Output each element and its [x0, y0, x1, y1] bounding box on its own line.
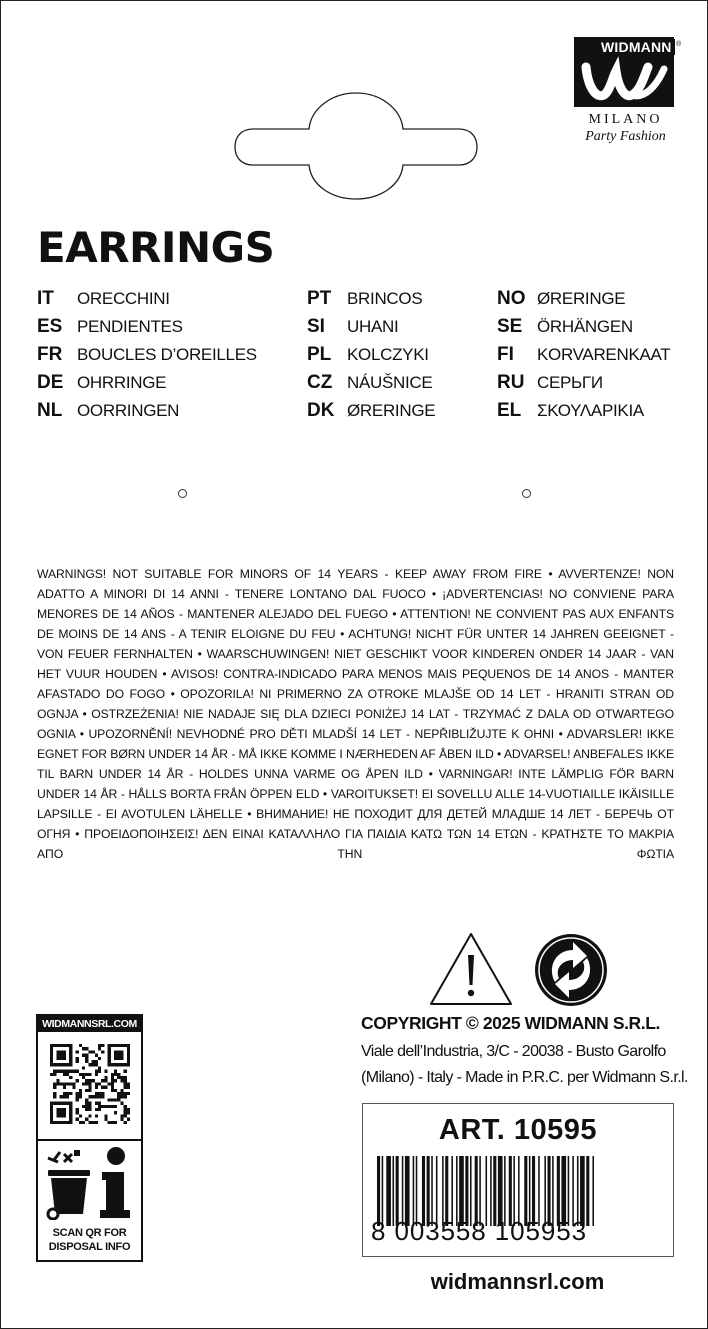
language-code: NO: [497, 288, 526, 309]
translation-word: PENDIENTES: [77, 317, 183, 336]
language-code: PT: [307, 288, 332, 309]
translation-row: [37, 400, 257, 428]
translation-row: [497, 316, 670, 344]
language-code: FI: [497, 344, 514, 365]
translation-row: [37, 344, 257, 372]
widmann-logo: [574, 37, 684, 147]
translation-word: ØRERINGE: [537, 289, 626, 308]
translations-column-2: [307, 288, 435, 428]
translation-word: ØRERINGE: [347, 401, 436, 420]
translation-word: ΣΚΟΥΛΑΡΙΚΙΑ: [537, 401, 644, 420]
language-code: PL: [307, 344, 332, 365]
website-text: widmannsrl.com: [430, 1269, 605, 1294]
mount-hole-right: [522, 489, 531, 498]
recycle-green-dot-icon: [533, 932, 609, 1008]
disposal-info-panel: [36, 1014, 143, 1262]
warnings-text: WARNINGS! NOT SUITABLE FOR MINORS OF 14 YEARS - KEEP AWAY FROM FIRE • AVVERTENZE! NON ADATTO A MINORI DI 14 ANNI - TENERE LONTANO DAL FUOCO • ¡ADVERTENCIAS! NO CONVIENE PARA MENORES DE 14 AÑOS - MANTENER ALEJADO DEL FUEGO • ATTENTION! NE CONVIENT PAS AUX ENFANTS DE MOINS DE 14 ANS - A TENIR ELOIGNE DU FEU • ACHTUNG! NICHT FÜR UNTER 14 JAHREN GEEIGNET - VON FEUER FERNHALTEN • WAARSCHUWINGEN! NIET GESCHIKT VOOR KINDEREN ONDER 14 JAAR - VAN HET VUUR HOUDEN • AVISOS! CONTRA-INDICADO PARA MENOS MAIS PEQUENOS DE 14 ANOS - MANTER AFASTADO DO FOGO • OPOZORILA! NI PRIMERNO ZA OTROKE MLAJŠE OD 14 LET - HRANITI STRAN OD OGNJA • OSTRZEŻENIA! NIE NADAJE SIĘ DLA DZIECI PONIŻEJ 14 LAT - TRZYMAĆ Z DALA OD OTWARTEGO OGNIA • UPOZORNĚNÍ! NEVHODNÉ PRO DĚTI MLADŠÍ 14 LET - NEPŘIBLIŽUJTE K OHNI • ADVARSLER! IKKE EGNET FOR BØRN UNDER 14 ÅR - MÅ IKKE KOMME I NÆRHEDEN AF ÅBEN ILD • ADVARSEL! ANBEFALES IKKE TIL BARN UNDER 14 ÅR - HOLDES UNNA VARME OG ÅPEN ILD • VARNINGAR! INTE LÄMPLIG FÖR BARN UNDER 14 ÅR - HÅLLS BORTA FRÅN ÖPPEN ELD • VAROITUKSET! EI SOVELLU ALLE 14-VUOTIAILLE IKÄISILLE LAPSILLE - EI AVOTULEN LÄHELLE • ВНИМАНИЕ! НЕ ПОХОДИТ ДЛЯ ДЕТЕЙ МЛАДШЕ 14 ЛЕТ - БЕРЕЧЬ ОТ ОГНЯ • ΠΡΟΕΙΔΟΠΟΙΗΣΕΙΣ! ΔΕΝ ΕΙΝΑΙ ΚΑΤΑΛΛΗΛΟ ΓΙΑ ΠΑΙΔΙΑ ΚΑΤΩ ΤΩΝ 14 ΕΤΩΝ - ΚΡΑΤΗΣΤΕ ΤΟ ΜΑΚΡΙΑ ΑΠΟ ΤΗΝ ΦΩΤΙΑ: [37, 567, 674, 861]
translation-word: BRINCOS: [347, 289, 423, 308]
language-code: CZ: [307, 372, 333, 393]
translations-column-3: [497, 288, 670, 428]
logo-tagline: Party Fashion: [585, 129, 666, 144]
qr-code-icon[interactable]: [50, 1044, 130, 1124]
translation-word: KOLCZYKI: [347, 345, 429, 364]
language-code: FR: [37, 344, 63, 365]
logo-city: MILANO: [588, 112, 663, 127]
language-code: DK: [307, 400, 335, 421]
language-code: IT: [37, 288, 54, 309]
copyright-text: COPYRIGHT © 2025 WIDMANN S.R.L.: [361, 1013, 661, 1033]
language-code: RU: [497, 372, 525, 393]
article-number: ART. 10595: [438, 1114, 598, 1146]
translation-word: NÁUŠNICE: [347, 373, 433, 392]
registered-mark: ®: [676, 41, 682, 48]
translation-word: ORECCHINI: [77, 289, 170, 308]
info-icon: [96, 1144, 134, 1222]
translation-row: [307, 400, 435, 428]
disposal-instruction: SCAN QR FOR DISPOSAL INFO: [48, 1227, 131, 1253]
barcode-box: [362, 1103, 674, 1257]
translation-word: СЕРЬГИ: [537, 373, 603, 392]
product-title: EARRINGS: [37, 223, 275, 272]
translation-word: ÖRHÄNGEN: [537, 317, 633, 336]
translation-row: [307, 288, 435, 316]
translation-row: [497, 400, 670, 428]
address-line-1: Viale dell’Industria, 3/C - 20038 - Busto Garolfo: [361, 1043, 666, 1060]
translation-row: [37, 316, 257, 344]
translation-row: [497, 344, 670, 372]
translation-word: OHRRINGE: [77, 373, 167, 392]
waste-bin-icon: [44, 1148, 96, 1220]
language-code: NL: [37, 400, 63, 421]
divider: [38, 1139, 141, 1141]
warning-triangle-icon: [428, 931, 514, 1007]
translation-row: [37, 288, 257, 316]
translation-word: UHANI: [347, 317, 399, 336]
logo-brand: WIDMANN: [598, 39, 675, 55]
language-code: SI: [307, 316, 325, 337]
translations-column-1: [37, 288, 257, 428]
language-code: EL: [497, 400, 522, 421]
translation-word: KORVARENKAAT: [537, 345, 671, 364]
ean-number: 8 003558 105953: [371, 1216, 587, 1246]
translation-row: [497, 288, 670, 316]
translation-row: [307, 372, 435, 400]
qr-site-label: WIDMANNSRL.COM: [38, 1016, 141, 1032]
address-line-2: (Milano) - Italy - Made in P.R.C. per Widmann S.r.l.: [361, 1069, 688, 1086]
language-code: ES: [37, 316, 63, 337]
translation-word: BOUCLES D’OREILLES: [77, 345, 257, 364]
language-code: DE: [37, 372, 64, 393]
translation-row: [37, 372, 257, 400]
language-code: SE: [497, 316, 523, 337]
translation-row: [307, 316, 435, 344]
translation-row: [497, 372, 670, 400]
translation-word: OORRINGEN: [77, 401, 180, 420]
translation-row: [307, 344, 435, 372]
hang-hole-icon: [231, 91, 481, 201]
mount-hole-left: [178, 489, 187, 498]
